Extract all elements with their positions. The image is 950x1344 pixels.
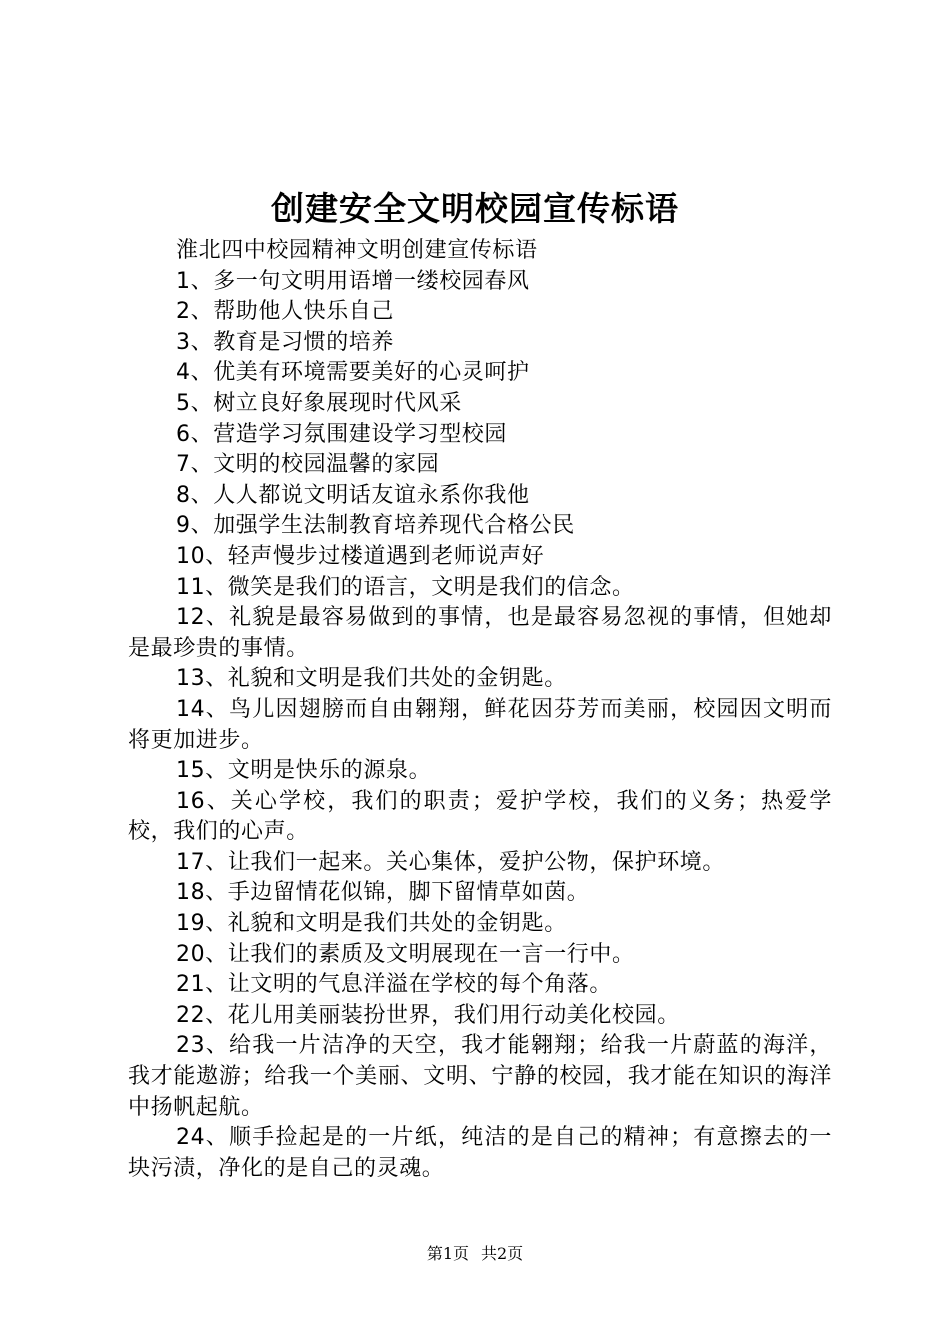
slogan-item: 3、教育是习惯的培养 bbox=[176, 329, 394, 355]
slogan-item: 9、加强学生法制教育培养现代合格公民 bbox=[176, 513, 575, 539]
slogan-item: 20、让我们的素质及文明展现在一言一行中。 bbox=[176, 941, 635, 967]
page-number: 第1页 bbox=[426, 1244, 469, 1263]
slogan-item: 19、礼貌和文明是我们共处的金钥匙。 bbox=[176, 911, 567, 937]
slogan-item: 12、礼貌是最容易做到的事情，也是最容易忽视的事情，但她却是最珍贵的事情。 bbox=[128, 605, 832, 661]
slogan-item: 5、树立良好象展现时代风采 bbox=[176, 390, 462, 416]
slogan-item: 22、花儿用美丽装扮世界，我们用行动美化校园。 bbox=[176, 1002, 680, 1028]
slogan-item: 17、让我们一起来。关心集体，爱护公物，保护环境。 bbox=[176, 849, 725, 875]
slogan-item: 21、让文明的气息洋溢在学校的每个角落。 bbox=[176, 972, 612, 998]
slogan-item: 7、文明的校园温馨的家园 bbox=[176, 452, 440, 478]
document-body bbox=[128, 236, 832, 1184]
page-total: 共2页 bbox=[481, 1244, 524, 1263]
slogan-item: 2、帮助他人快乐自己 bbox=[176, 299, 394, 325]
slogan-item: 11、微笑是我们的语言，文明是我们的信念。 bbox=[176, 574, 635, 600]
slogan-item: 16、关心学校，我们的职责；爱护学校，我们的义务；热爱学校，我们的心声。 bbox=[128, 788, 832, 845]
slogan-item: 24、顺手捡起是的一片纸，纯洁的是自己的精神；有意擦去的一块污渍，净化的是自己的灵魂。 bbox=[128, 1125, 832, 1181]
slogan-item: 14、鸟儿因翅膀而自由翱翔，鲜花因芬芳而美丽，校园因文明而将更加进步。 bbox=[128, 696, 832, 753]
slogan-item: 6、营造学习氛围建设学习型校园 bbox=[176, 421, 507, 447]
slogan-item: 1、多一句文明用语增一缕校园春风 bbox=[176, 268, 530, 294]
slogan-item: 18、手边留情花似锦，脚下留情草如茵。 bbox=[176, 880, 590, 906]
slogan-item: 23、给我一片洁净的天空，我才能翱翔；给我一片蔚蓝的海洋，我才能遨游；给我一个美丽、文明、宁静的校园，我才能在知识的海洋中扬帆起航。 bbox=[128, 1033, 832, 1120]
document-title: 创建安全文明校园宣传标语 bbox=[271, 189, 679, 228]
slogan-item: 15、文明是快乐的源泉。 bbox=[176, 758, 432, 784]
slogan-item: 4、优美有环境需要美好的心灵呵护 bbox=[176, 360, 530, 386]
slogan-item: 10、轻声慢步过楼道遇到老师说声好 bbox=[176, 543, 545, 569]
subtitle-paragraph: 淮北四中校园精神文明创建宣传标语 bbox=[176, 238, 538, 263]
page-footer bbox=[0, 1243, 950, 1265]
slogan-item: 13、礼貌和文明是我们共处的金钥匙。 bbox=[176, 666, 567, 692]
slogan-item: 8、人人都说文明话友谊永系你我他 bbox=[176, 482, 530, 508]
